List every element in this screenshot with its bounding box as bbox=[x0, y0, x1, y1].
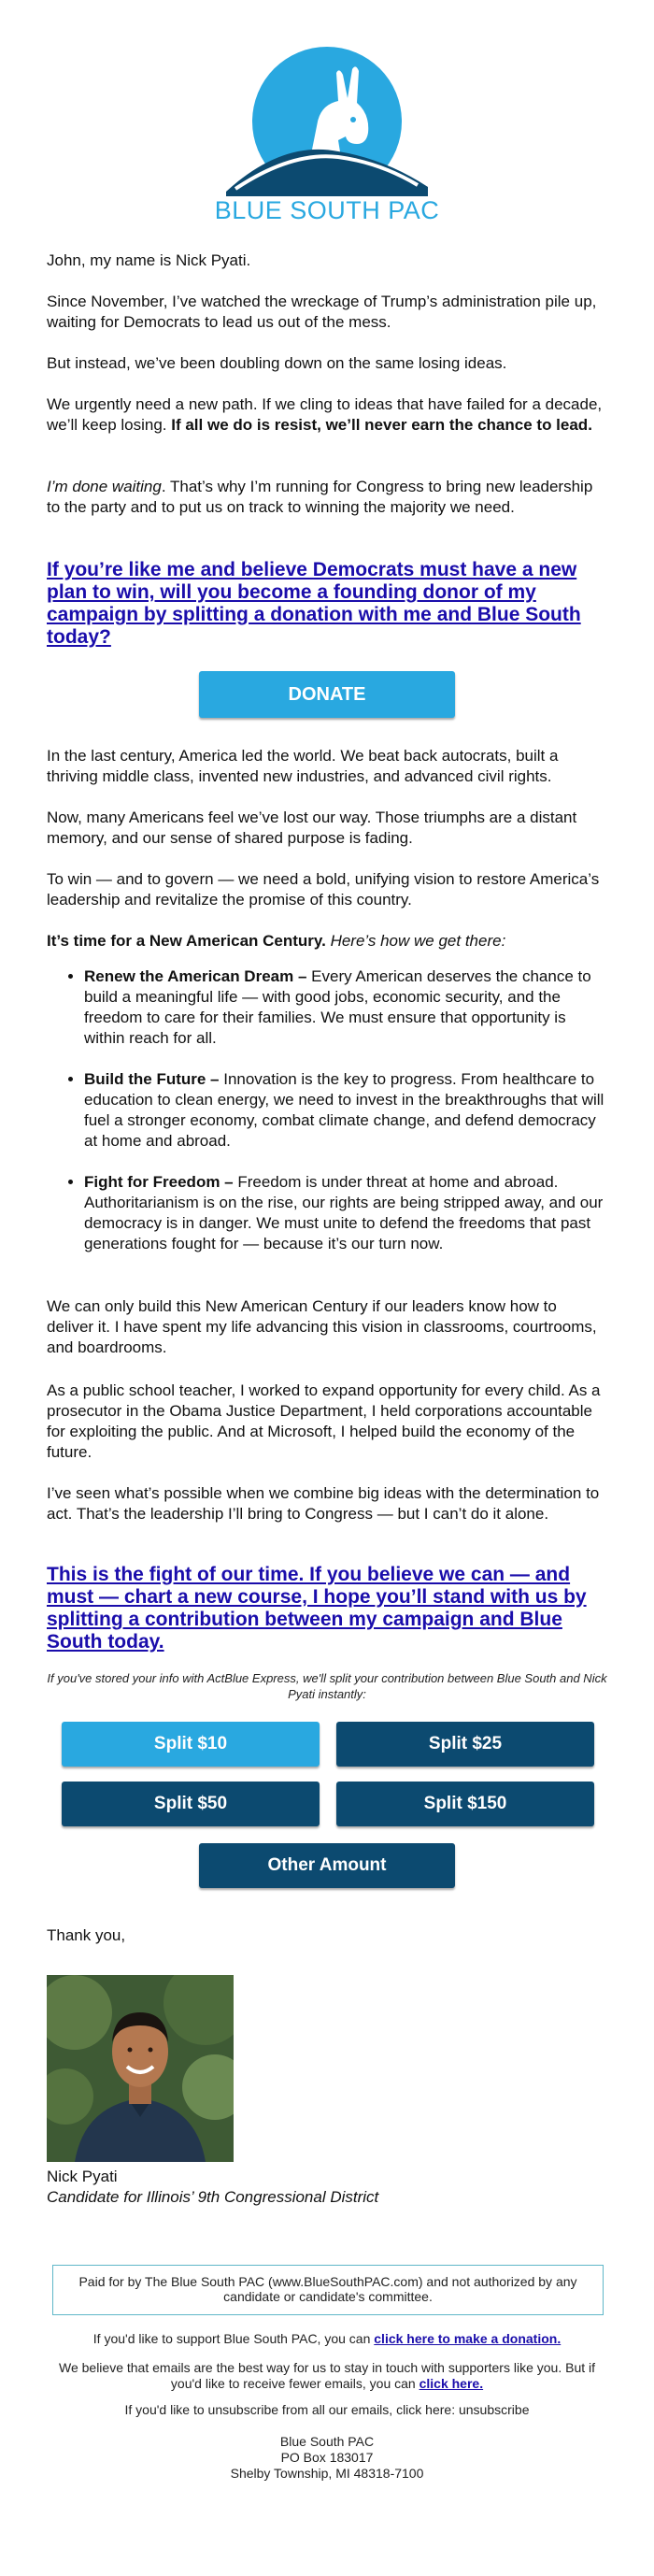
donate-button[interactable]: DONATE bbox=[199, 671, 455, 718]
signoff-title: Candidate for Illinois’ 9th Congressional District bbox=[47, 2188, 379, 2206]
list-item: • Renew the American Dream – Every American deserves the chance to build a meaningful life — with good jobs, economic security, and the freedom to care for their families. We must ensure that opportunity is within reach for all. bbox=[84, 966, 607, 1049]
body-paragraph-2: Now, many Americans feel we’ve lost our way. Those triumphs are a distant memory, and our sense of shared purpose is fading. bbox=[47, 809, 577, 847]
footer-support: If you'd like to support Blue South PAC, you can click here to make a donation. bbox=[92, 2331, 562, 2346]
signoff-thanks: Thank you, bbox=[47, 1926, 126, 1944]
logo-wordmark: BLUE SOUTH PAC bbox=[214, 196, 440, 224]
footer-address-line-3: Shelby Township, MI 48318-7100 bbox=[230, 2466, 424, 2481]
footer-address-line-2: PO Box 183017 bbox=[280, 2450, 374, 2465]
fewer-emails-link[interactable]: click here. bbox=[419, 2376, 484, 2391]
logo bbox=[0, 47, 654, 224]
cta-paragraph-1 bbox=[47, 559, 607, 649]
cta-link-1[interactable]: If you’re like me and believe Democrats must have a new plan to win, will you become a founding donor of my campaign by splitting a donation with me and Blue South today? bbox=[47, 559, 581, 648]
body2-paragraph-3: I’ve seen what’s possible when we combine big ideas with the determination to act. That’s the leadership I’ll bring to Congress — but I can’t do it alone. bbox=[47, 1484, 600, 1523]
intro-paragraph-5: I’m done waiting. That’s why I’m running for Congress to bring new leadership to the party and to put us on track to winning the majority we need. bbox=[47, 478, 593, 516]
footer-unsubscribe[interactable]: If you'd like to unsubscribe from all our emails, click here: unsubscribe bbox=[124, 2402, 530, 2417]
list-item: • Build the Future – Innovation is the key to progress. From healthcare to education to clean energy, we need to invest in the breakthroughs that will fuel a stronger economy, combat climate change, and defend democracy at home and abroad. bbox=[84, 1069, 607, 1152]
other-amount-button[interactable]: Other Amount bbox=[199, 1843, 455, 1888]
paid-for-disclaimer: Paid for by The Blue South PAC (www.BlueSouthPAC.com) and not authorized by any candidate or candidate's committee. bbox=[52, 2265, 604, 2315]
split-10-button[interactable]: Split $10 bbox=[62, 1722, 320, 1767]
donkey-logo-icon bbox=[217, 47, 437, 196]
cta-paragraph-2 bbox=[47, 1564, 607, 1653]
donation-link[interactable]: click here to make a donation. bbox=[374, 2331, 562, 2346]
body-paragraph-4: It’s time for a New American Century. Here’s how we get there: bbox=[47, 932, 506, 950]
split-50-button[interactable]: Split $50 bbox=[62, 1782, 320, 1826]
list-item: • Fight for Freedom – Freedom is under threat at home and abroad. Authoritarianism is on the rise, our rights are being stripped away, and our democracy is in danger. We must unite to defend the freedoms that past generations fought for — because it’s our turn now. bbox=[84, 1172, 607, 1254]
candidate-photo bbox=[47, 1975, 234, 2162]
body-paragraph-1: In the last century, America led the world. We beat back autocrats, built a thriving middle class, invented new industries, and advanced civil rights. bbox=[47, 747, 559, 785]
body2-paragraph-1: We can only build this New American Century if our leaders know how to deliver it. I have spent my life advancing this vision in classrooms, courtrooms, and boardrooms. bbox=[47, 1297, 597, 1356]
intro-paragraph-4: We urgently need a new path. If we cling to ideas that have failed for a decade, we’ll keep losing. If all we do is resist, we’ll never earn the chance to lead. bbox=[47, 395, 603, 434]
cta-link-2[interactable]: This is the fight of our time. If you believe we can — and must — chart a new course, I hope you’ll stand with us by splitting a contribution between my campaign and Blue South today. bbox=[47, 1564, 587, 1653]
intro-greeting: John, my name is Nick Pyati. bbox=[47, 251, 251, 269]
footer-emails: We believe that emails are the best way for us to stay in touch with supporters like you. But if you'd like to receive fewer emails, you can click here. bbox=[58, 2360, 596, 2391]
actblue-note: If you've stored your info with ActBlue Express, we'll split your contribution between Blue South and Nick Pyati instantly: bbox=[47, 1671, 607, 1701]
footer-address-line-1: Blue South PAC bbox=[279, 2434, 375, 2449]
split-25-button[interactable]: Split $25 bbox=[336, 1722, 594, 1767]
vision-list bbox=[47, 966, 607, 1254]
body2-paragraph-2: As a public school teacher, I worked to expand opportunity for every child. As a prosecutor in the Obama Justice Department, I held corporations accountable for exploiting the public. And at Microsoft, I helped build the economy of the future. bbox=[47, 1381, 601, 1461]
intro-paragraph-3: But instead, we’ve been doubling down on the same losing ideas. bbox=[47, 354, 507, 372]
signoff-name: Nick Pyati bbox=[47, 2168, 118, 2185]
intro-paragraph-2: Since November, I’ve watched the wreckage of Trump’s administration pile up, waiting for Democrats to lead us out of the mess. bbox=[47, 293, 597, 331]
body-paragraph-3: To win — and to govern — we need a bold, unifying vision to restore America’s leadership and revitalize the promise of this country. bbox=[47, 870, 600, 909]
split-150-button[interactable]: Split $150 bbox=[336, 1782, 594, 1826]
